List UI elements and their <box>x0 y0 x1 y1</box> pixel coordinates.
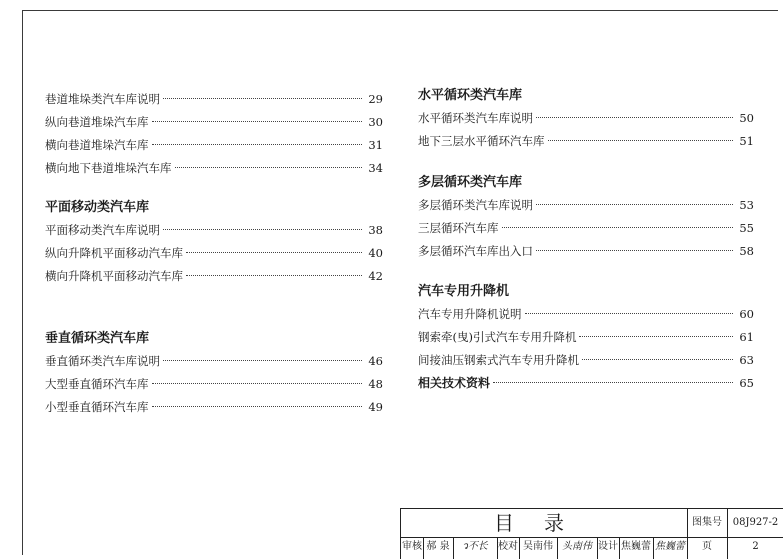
toc-entry-title: 纵向巷道堆垛汽车库 <box>45 115 149 129</box>
toc-section <box>418 172 754 263</box>
dot-leader <box>582 359 733 360</box>
toc-entry[interactable] <box>418 194 754 217</box>
toc-entry-page: 48 <box>368 377 383 391</box>
toc-entry-title: 多层循环汽车库出入口 <box>418 244 533 258</box>
toc-entry-page: 60 <box>739 307 754 321</box>
toc-entry-page: 50 <box>739 111 754 125</box>
reviewer-signature: ว不长 <box>462 541 488 552</box>
designer-signature: 焦巍蕾 <box>655 541 685 552</box>
toc-entry-page: 31 <box>368 138 383 152</box>
check-label: 校对 <box>498 541 518 552</box>
toc-entry[interactable] <box>45 373 383 396</box>
toc-entry[interactable] <box>45 396 383 419</box>
toc-entry-page: 58 <box>739 244 754 258</box>
dot-leader <box>163 229 362 230</box>
dot-leader <box>536 204 733 205</box>
toc-entry-page: 65 <box>739 376 754 390</box>
toc-section <box>418 85 754 153</box>
toc-entry-title: 横向巷道堆垛汽车库 <box>45 138 149 152</box>
toc-entry[interactable] <box>45 219 383 242</box>
reviewer-name: 郝 泉 <box>426 541 450 552</box>
dot-leader <box>579 336 733 337</box>
review-label: 审核 <box>402 541 422 552</box>
toc-entry-title: 横向升降机平面移动汽车库 <box>45 269 183 283</box>
section-heading: 汽车专用升降机 <box>418 284 510 299</box>
dot-leader <box>525 313 734 314</box>
section-heading: 水平循环类汽车库 <box>418 88 523 103</box>
toc-entry-page: 34 <box>368 161 383 175</box>
page-label: 页 <box>702 541 712 552</box>
dot-leader <box>152 406 363 407</box>
toc-entry-page: 55 <box>739 221 754 235</box>
dot-leader <box>186 275 362 276</box>
toc-entry[interactable] <box>45 88 383 111</box>
toc-entry-title: 纵向升降机平面移动汽车库 <box>45 246 183 260</box>
toc-entry-title: 间接油压钢索式汽车专用升降机 <box>418 353 579 367</box>
section-heading: 多层循环类汽车库 <box>418 175 523 190</box>
toc-entry-page: 29 <box>368 92 383 106</box>
toc-entry-page: 49 <box>368 400 383 414</box>
toc-entry-page: 61 <box>739 330 754 344</box>
toc-entry-page: 38 <box>368 223 383 237</box>
toc-entry-title: 巷道堆垛类汽车库说明 <box>45 92 160 106</box>
toc-entry[interactable] <box>418 349 754 372</box>
toc-entry-title: 多层循环类汽车库说明 <box>418 198 533 212</box>
toc-entry[interactable] <box>45 265 383 288</box>
dot-leader <box>175 167 363 168</box>
toc-entry-title: 汽车专用升降机说明 <box>418 307 522 321</box>
toc-entry-page: 40 <box>368 246 383 260</box>
dot-leader <box>163 98 362 99</box>
toc-entry-title: 大型垂直循环汽车库 <box>45 377 149 391</box>
toc-entry-page: 51 <box>739 134 754 148</box>
title-block <box>400 508 783 559</box>
toc-entry-title: 地下三层水平循环汽车库 <box>418 134 545 148</box>
toc-entry[interactable] <box>418 326 754 349</box>
section-heading: 垂直循环类汽车库 <box>45 331 150 346</box>
dot-leader <box>163 360 362 361</box>
toc-entry-page: 63 <box>739 353 754 367</box>
dot-leader <box>152 121 363 122</box>
checker-signature: 头南伟 <box>562 541 592 552</box>
dot-leader <box>536 117 733 118</box>
toc-section <box>45 328 383 419</box>
design-label: 设计 <box>598 541 618 552</box>
section-heading: 平面移动类汽车库 <box>45 200 150 215</box>
toc-entry-title: 垂直循环类汽车库说明 <box>45 354 160 368</box>
toc-entry[interactable] <box>418 372 754 395</box>
atlas-number-label: 图集号 <box>692 517 722 528</box>
toc-section <box>418 281 754 395</box>
toc-entry[interactable] <box>45 134 383 157</box>
title-block-bottom-row <box>401 537 783 559</box>
checker-name: 吴南伟 <box>523 541 553 552</box>
toc-entry[interactable] <box>418 217 754 240</box>
toc-section <box>45 197 383 288</box>
toc-entry-title: 小型垂直循环汽车库 <box>45 400 149 414</box>
toc-entry-title: 平面移动类汽车库说明 <box>45 223 160 237</box>
dot-leader <box>152 383 363 384</box>
dot-leader <box>186 252 362 253</box>
toc-entry[interactable] <box>418 240 754 263</box>
toc-entry-title: 钢索牵(曳)引式汽车专用升降机 <box>418 330 577 344</box>
title-block-top-row <box>401 509 783 538</box>
toc-entry-title: 三层循环汽车库 <box>418 221 499 235</box>
designer-name: 焦巍蕾 <box>621 541 651 552</box>
toc-left-column <box>45 88 383 419</box>
blank-patch <box>78 484 146 506</box>
toc-entry[interactable] <box>418 303 754 326</box>
dot-leader <box>493 382 733 383</box>
page-title: 目录 <box>494 511 594 535</box>
toc-entry[interactable] <box>45 350 383 373</box>
toc-entry-page: 42 <box>368 269 383 283</box>
toc-entry-page: 46 <box>368 354 383 368</box>
dot-leader <box>536 250 733 251</box>
toc-entry[interactable] <box>418 107 754 130</box>
toc-entry-title: 横向地下巷道堆垛汽车库 <box>45 161 172 175</box>
dot-leader <box>502 227 734 228</box>
toc-entry[interactable] <box>418 130 754 153</box>
toc-entry[interactable] <box>45 157 383 180</box>
toc-entry-title: 水平循环类汽车库说明 <box>418 111 533 125</box>
toc-entry-title: 相关技术资料 <box>418 376 491 390</box>
dot-leader <box>152 144 363 145</box>
toc-entry[interactable] <box>45 242 383 265</box>
toc-entry-page: 30 <box>368 115 383 129</box>
toc-entry-page: 53 <box>739 198 754 212</box>
toc-entry[interactable] <box>45 111 383 134</box>
toc-section <box>45 88 383 180</box>
page-number: 2 <box>752 541 759 552</box>
dot-leader <box>548 140 734 141</box>
atlas-number: 08J927-2 <box>732 517 779 528</box>
toc-right-column <box>418 85 754 395</box>
